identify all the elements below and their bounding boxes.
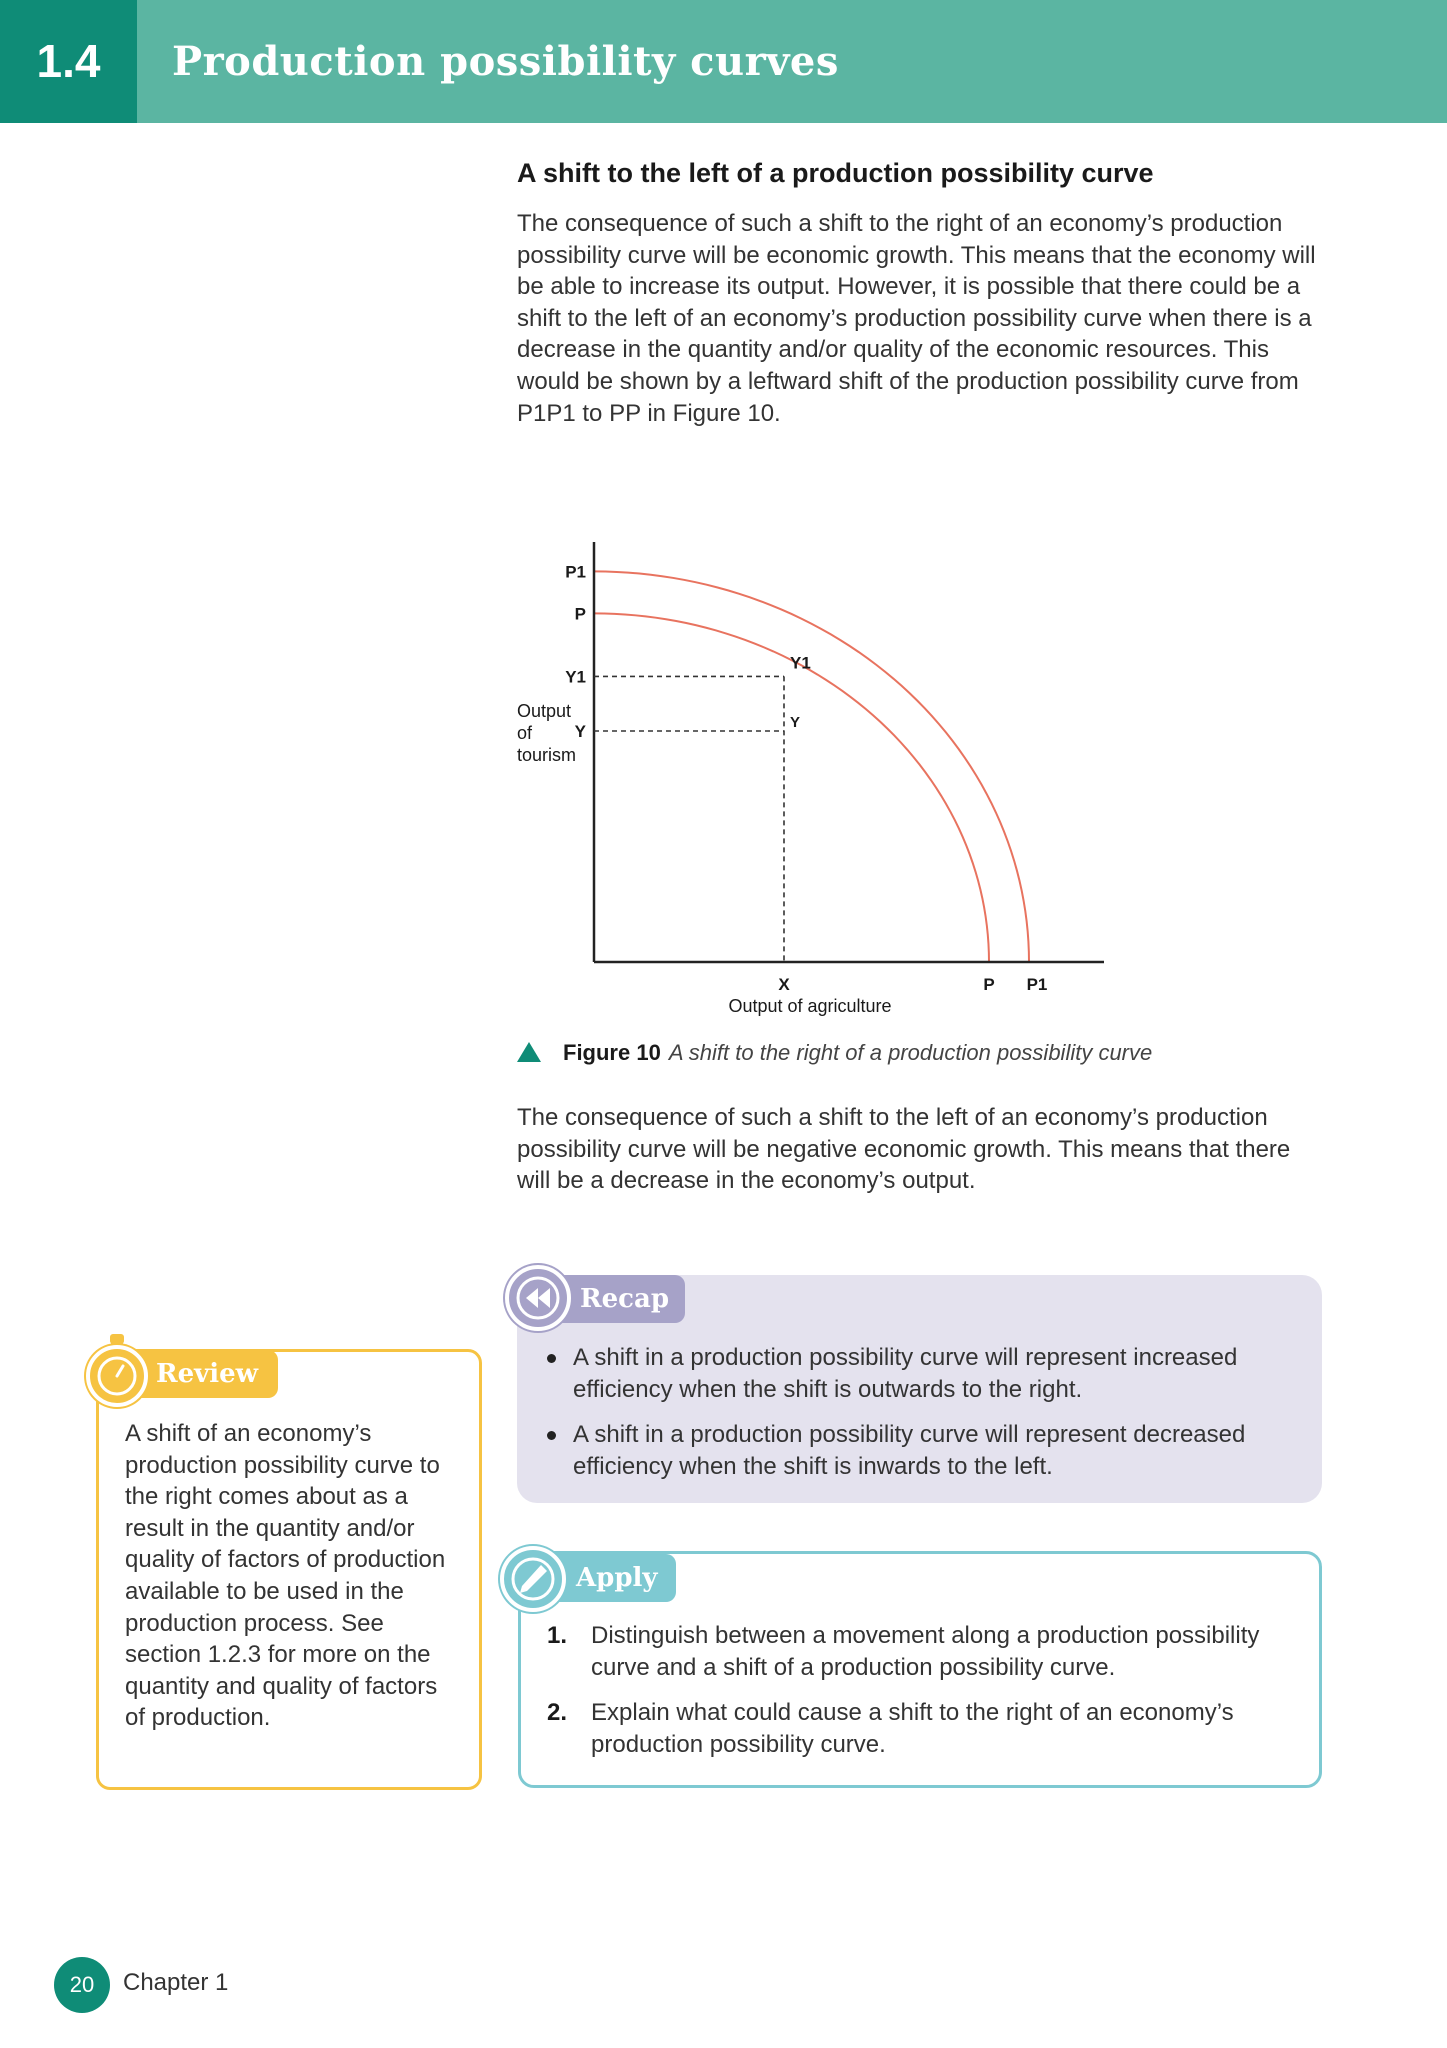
x-tick-label: P	[983, 975, 995, 994]
apply-item	[545, 1697, 1305, 1760]
review-text: A shift of an economy’s production possibility curve to the right comes about as a result in the quantity and/or quality of factors of production available to be used in the production process. See section 1.2.3 for more on the quantity and quality of factors of production.	[125, 1420, 446, 1732]
section-header	[0, 0, 1447, 123]
recap-item-text: A shift in a production possibility curve will represent decreased efficiency when the shift is inwards to the left.	[573, 1421, 1246, 1480]
apply-item-text: Explain what could cause a shift to the right of an economy’s production possibility curve.	[591, 1699, 1234, 1758]
apply-item-number: 2.	[547, 1699, 568, 1727]
y-tick-label: P	[574, 604, 586, 624]
bullet-icon	[547, 1431, 556, 1440]
y-axis-label: tourism	[517, 745, 577, 765]
ppc-curve-p1p1	[594, 571, 1029, 962]
intro-paragraph: The consequence of such a shift to the right of an economy’s production possibility curve will be economic growth. This means that the economy will be able to increase its output. However, it is possible that there could be a shift to the left of an economy’s production possibility curve when there is a decrease in the quantity and/or quality of the economic resources. This would be shown by a leftward shift of the production possibility curve from P1P1 to PP in Figure 10.	[517, 210, 1316, 427]
apply-title: Apply	[556, 1554, 676, 1602]
y-tick-label: P1	[565, 562, 586, 582]
stopwatch-knob	[110, 1334, 124, 1344]
recap-list	[545, 1342, 1305, 1496]
y-axis-label: Output	[517, 701, 572, 721]
review-title: Review	[140, 1350, 278, 1398]
y-axis-label: of	[517, 723, 533, 743]
subheading: A shift to the left of a production possibility curve	[517, 158, 1154, 188]
chart-plot-area	[517, 542, 1104, 1016]
page-number: 20	[54, 1957, 110, 2013]
chapter-label: Chapter 1	[123, 1969, 229, 1996]
recap-item	[545, 1342, 1305, 1405]
pencil-icon	[500, 1546, 566, 1612]
x-axis-label: Output of agriculture	[728, 996, 892, 1016]
bullet-icon	[547, 1354, 556, 1363]
figure-caption-text: A shift to the right of a production possibility curve	[668, 1040, 1153, 1065]
section-title: Production possibility curves	[172, 38, 839, 85]
conclusion-paragraph: The consequence of such a shift to the left of an economy’s production possibility curve will be negative economic growth. This means that there will be a decrease in the economy’s output.	[517, 1104, 1291, 1195]
apply-item	[545, 1620, 1305, 1683]
x-tick-label: P1	[1026, 975, 1048, 994]
x-tick-label: X	[778, 975, 790, 994]
apply-item-text: Distinguish between a movement along a production possibility curve and a shift of a production possibility curve.	[591, 1622, 1260, 1681]
figure-caption	[517, 1040, 1152, 1066]
point-label-y: Y	[790, 714, 801, 731]
apply-list	[545, 1620, 1305, 1774]
recap-item-text: A shift in a production possibility curve will represent increased efficiency when the shift is outwards to the right.	[573, 1344, 1238, 1403]
recap-item	[545, 1419, 1305, 1482]
section-number: 1.4	[0, 0, 137, 123]
y-tick-label: Y	[574, 722, 586, 741]
figure-label: Figure 10	[563, 1040, 661, 1065]
stopwatch-icon	[86, 1345, 148, 1407]
ppc-chart	[510, 478, 1130, 1018]
recap-title: Recap	[560, 1275, 685, 1323]
apply-item-number: 1.	[547, 1622, 568, 1649]
rewind-icon	[505, 1265, 571, 1331]
y-tick-label: Y1	[565, 667, 586, 687]
triangle-marker-icon	[517, 1042, 541, 1062]
point-label-y1: Y1	[790, 653, 811, 673]
